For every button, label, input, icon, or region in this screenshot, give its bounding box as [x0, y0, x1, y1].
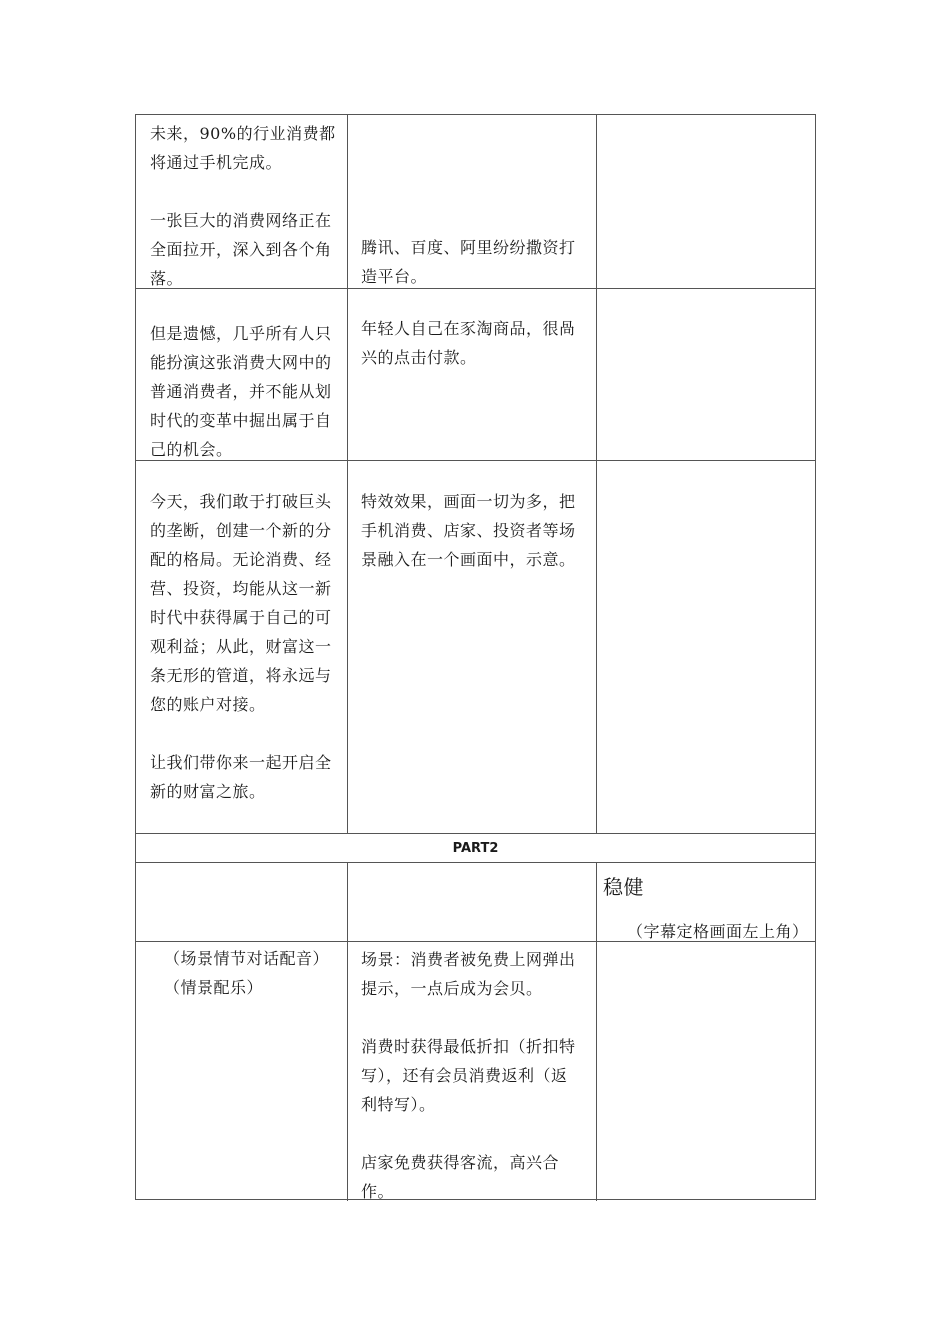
table-row: [136, 115, 815, 289]
table-row: [136, 863, 815, 942]
visual-cell: [348, 461, 597, 833]
caption-cell: [597, 942, 815, 1201]
caption-cell: [597, 863, 815, 941]
narration-text: 未来，90%的行业消费都 将通过手机完成。 一张巨大的消费网络正在 全面拉开，深入到各个角 落。: [150, 124, 336, 288]
visual-text: 腾讯、百度、阿里纷纷撒资打 造平台。: [361, 238, 576, 286]
table-row: [136, 461, 815, 834]
narration-text: 今天，我们敢于打破巨头 的垄断，创建一个新的分 配的格局。无论消费、经 营、投资，均能从这一新 时代中获得属于自己的可 观利益；从此，财富这一 条无形的管道，将永远与 您的账户对接。 让我们带你来一起开启全 新的财富之旅。: [150, 492, 332, 801]
visual-cell: [348, 289, 597, 460]
visual-text: 场景：消费者被免费上网弹出 提示，一点后成为会贝。 消费时获得最低折扣（折扣特 写），还有会员消费返利（返 利特写）。 店家免费获得客流，高兴合 作。: [361, 950, 576, 1201]
caption-cell: [597, 461, 815, 833]
narration-cell: [136, 115, 348, 288]
visual-text: 特效效果，画面一切为多，把 手机消费、店家、投资者等场 景融入在一个画面中，示意。: [361, 492, 576, 569]
narration-text: （场景情节对话配音） （情景配乐）: [164, 949, 330, 997]
table-row: [136, 942, 815, 1201]
narration-cell: [136, 461, 348, 833]
caption-cell: [597, 289, 815, 460]
visual-cell: [348, 863, 597, 941]
caption-cell: [597, 115, 815, 288]
section-header-row: [136, 834, 815, 863]
visual-cell: [348, 942, 597, 1201]
visual-cell: [348, 115, 597, 288]
table-row: [136, 289, 815, 461]
script-table: [135, 114, 816, 1200]
narration-text: 但是遗憾，几乎所有人只 能扮演这张消费大网中的 普通消费者，并不能从划 时代的变革中掘出属于自 己的机会。: [150, 324, 332, 459]
caption-note: （字幕定格画面左上角）: [627, 922, 809, 941]
caption-title: 稳健: [603, 875, 644, 899]
narration-cell: [136, 863, 348, 941]
narration-cell: [136, 942, 348, 1201]
part-label: PART2: [452, 841, 499, 856]
narration-cell: [136, 289, 348, 460]
visual-text: 年轻人自己在豕淘商品，很咼 兴的点击付款。: [361, 319, 576, 367]
